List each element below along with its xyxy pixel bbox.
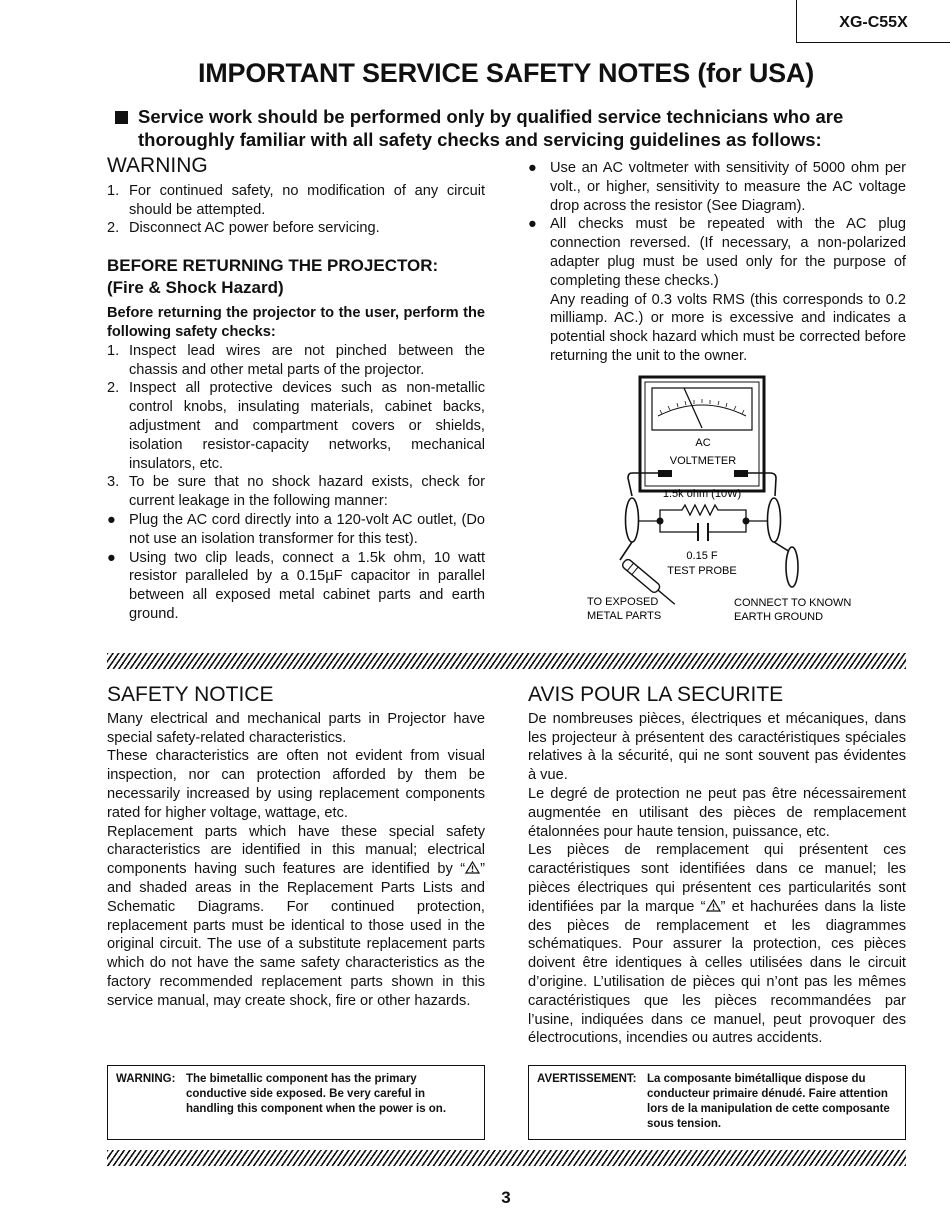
earth-ground-label-2: EARTH GROUND (734, 611, 824, 623)
item-text: Use an AC voltmeter with sensitivity of 5000 ohm per volt., or higher, sensitivity to measure the AC voltage drop across the resistor (See Diagram). (550, 160, 906, 214)
item-number: 2. (107, 220, 120, 237)
meter-label-voltmeter: VOLTMETER (669, 455, 737, 467)
warning-box-label: WARNING: (116, 1073, 176, 1085)
warning-triangle-icon (706, 899, 721, 912)
item-text: For continued safety, no modification of any circuit should be attempted. (129, 182, 485, 218)
safety-notice-section (107, 683, 485, 1011)
capacitor-wires (660, 521, 746, 532)
meter-label-ac: AC (695, 437, 711, 449)
test-probe-label: TEST PROBE (667, 565, 737, 577)
bullet-icon: ● (107, 511, 116, 528)
page-number: 3 (501, 1188, 511, 1207)
paragraph-text: Replacement parts which have these special safety characteristics are identified in this manual; electrical components having such features are identified by “ (107, 823, 485, 878)
earth-ground-label-1: CONNECT TO KNOWN (734, 597, 852, 609)
safety-notice-p2: These characteristics are often not evident from visual inspection, nor can protection afforded by them be necessarily increased by using replacement components rated for higher voltage, wattage, etc. (107, 748, 485, 821)
avis-heading: AVIS POUR LA SECURITE (528, 683, 784, 706)
item-number: 2. (107, 380, 120, 397)
reading-note: Any reading of 0.3 volts RMS (this corresponds to 0.2 milliamp. AC.) or more is excessive and indicates a potential shock hazard which must be corrected before returning the unit to the owner. (550, 291, 906, 364)
left-clip-lead (626, 498, 639, 542)
model-number: XG-C55X (796, 0, 950, 43)
list-item (528, 215, 906, 290)
right-column-top (528, 159, 906, 366)
warning-box-text: The bimetallic component has the primary conductive side exposed. Be very careful in handling this component when the power is on. (186, 1073, 447, 1115)
list-item (107, 549, 485, 624)
item-text: Disconnect AC power before servicing. (129, 220, 380, 237)
paragraph-text: ” et hachurées dans la liste des pièces de remplacement et les diagrammes schématiques. Pour assurer la protection, ces pièces doivent être identiques à celles utilisées dans le circuit d’origine. L’utilisation de pièces qui n’ont pas les mêmes caractéristiques que les pièces recommandées par l’usine, indiquées dans ce manuel, peut provoquer des électrocutions, incendies ou autres accidents. (528, 898, 906, 1047)
resistor-label: 1.5k ohm (10W) (662, 488, 742, 500)
item-text: To be sure that no shock hazard exists, check for current leakage in the following manner: (129, 474, 485, 510)
warning-heading: WARNING (107, 154, 208, 177)
list-item (107, 473, 485, 511)
list-item (107, 379, 485, 473)
item-text: Plug the AC cord directly into a 120-volt AC outlet, (Do not use an isolation transformer for this test). (129, 511, 485, 547)
avertissement-box-label: AVERTISSEMENT: (537, 1073, 637, 1085)
safety-notice-heading: SAFETY NOTICE (107, 683, 274, 706)
exposed-metal-label-1: TO EXPOSED (587, 596, 659, 608)
warning-list (107, 182, 485, 238)
warning-triangle-icon (465, 861, 480, 874)
item-text: Inspect all protective devices such as non-metallic control knobs, insulating materials, cabinet backs, adjustment and compartment covers or shields, isolation resistor-capacity networks, mechanical insulators, etc. (129, 380, 485, 472)
before-return-subheading: (Fire & Shock Hazard) (107, 278, 284, 298)
list-item (528, 159, 906, 215)
voltmeter-check-bullets (528, 159, 906, 291)
list-item (107, 511, 485, 549)
bullet-icon: ● (528, 216, 537, 233)
item-number: 1. (107, 182, 120, 199)
square-bullet-icon (115, 111, 128, 124)
resistor-symbol (660, 505, 746, 521)
safety-notice-p3 (107, 823, 485, 1011)
avis-p3 (528, 841, 906, 1048)
hatched-divider (107, 653, 906, 669)
item-number: 1. (107, 342, 120, 359)
intro-statement (115, 105, 910, 151)
before-return-lead: Before returning the projector to the user, perform the following safety checks: (107, 305, 485, 340)
voltmeter-dial (652, 388, 752, 430)
avis-p1: De nombreuses pièces, électriques et mécaniques, dans les projecteur à présentent des caractéristiques spéciales relatives à la sécurité, qui ne sont souvent pas évidentes à vue. (528, 710, 906, 784)
right-clip-lead (768, 498, 781, 542)
hatched-divider (107, 1150, 906, 1166)
bullet-icon: ● (107, 549, 116, 566)
left-probe-wire (620, 542, 632, 560)
item-text: All checks must be repeated with the AC plug connection reversed. (If necessary, a non-polarized adapter plug must be used only for the purpose of completing these checks.) (550, 216, 906, 289)
item-text: Inspect lead wires are not pinched between the chassis and other metal parts of the projector. (129, 342, 485, 378)
before-return-heading: BEFORE RETURNING THE PROJECTOR: (107, 256, 439, 276)
list-item (107, 219, 485, 238)
avis-p2: Le degré de protection ne peut pas être nécessairement augmentée en utilisant des pièces de remplacement étalonnées pour haute tension, puissance, etc. (528, 785, 906, 840)
avis-section (528, 683, 906, 1048)
item-text: Using two clip leads, connect a 1.5k ohm, 10 watt resistor paralleled by a 0.15µF capacitor in parallel between all exposed metal cabinet parts and earth ground. (129, 549, 485, 622)
paragraph-text: Les pièces de remplacement qui présentent ces caractéristiques sont identifiées dans ce manuel; les pièces électriques qui présentent ces particularités sont identifiées par la marque “ (528, 842, 906, 915)
safety-notice-p1: Many electrical and mechanical parts in Projector have special safety-related characteristics. (107, 710, 485, 746)
bullet-icon: ● (528, 160, 537, 176)
avertissement-box-text: La composante bimétallique dispose du conducteur primaire dénudé. Faire attention lors de la manipulation de cette composante sous tension. (647, 1073, 890, 1130)
capacitor-label: 0.15 F (686, 550, 718, 562)
safety-checks-list (107, 342, 485, 511)
item-number: 3. (107, 474, 120, 491)
safety-checks-bullets (107, 511, 485, 624)
earth-ground-clip (786, 547, 798, 587)
exposed-metal-label-2: METAL PARTS (587, 610, 662, 622)
list-item (107, 182, 485, 220)
page-title: IMPORTANT SERVICE SAFETY NOTES (for USA) (197, 58, 815, 88)
right-probe-wire (774, 542, 790, 552)
bimetallic-warning-box (107, 1065, 485, 1140)
intro-text: Service work should be performed only by qualified service technicians who are thoroughly familiar with all safety checks and servicing guidelines as follows: (138, 106, 844, 150)
avertissement-box (528, 1065, 906, 1140)
leakage-test-diagram (580, 372, 880, 628)
left-column-top (107, 154, 485, 624)
list-item (107, 342, 485, 380)
paragraph-text: ” and shaded areas in the Replacement Parts Lists and Schematic Diagrams. For continued protection, replacement parts must be identical to those used in the original circuit. The use of a substitute replacement parts which do not have the same safety characteristics as the factory recommended replacement parts shown in this service manual, may create shock, fire or other hazards. (107, 861, 485, 1009)
